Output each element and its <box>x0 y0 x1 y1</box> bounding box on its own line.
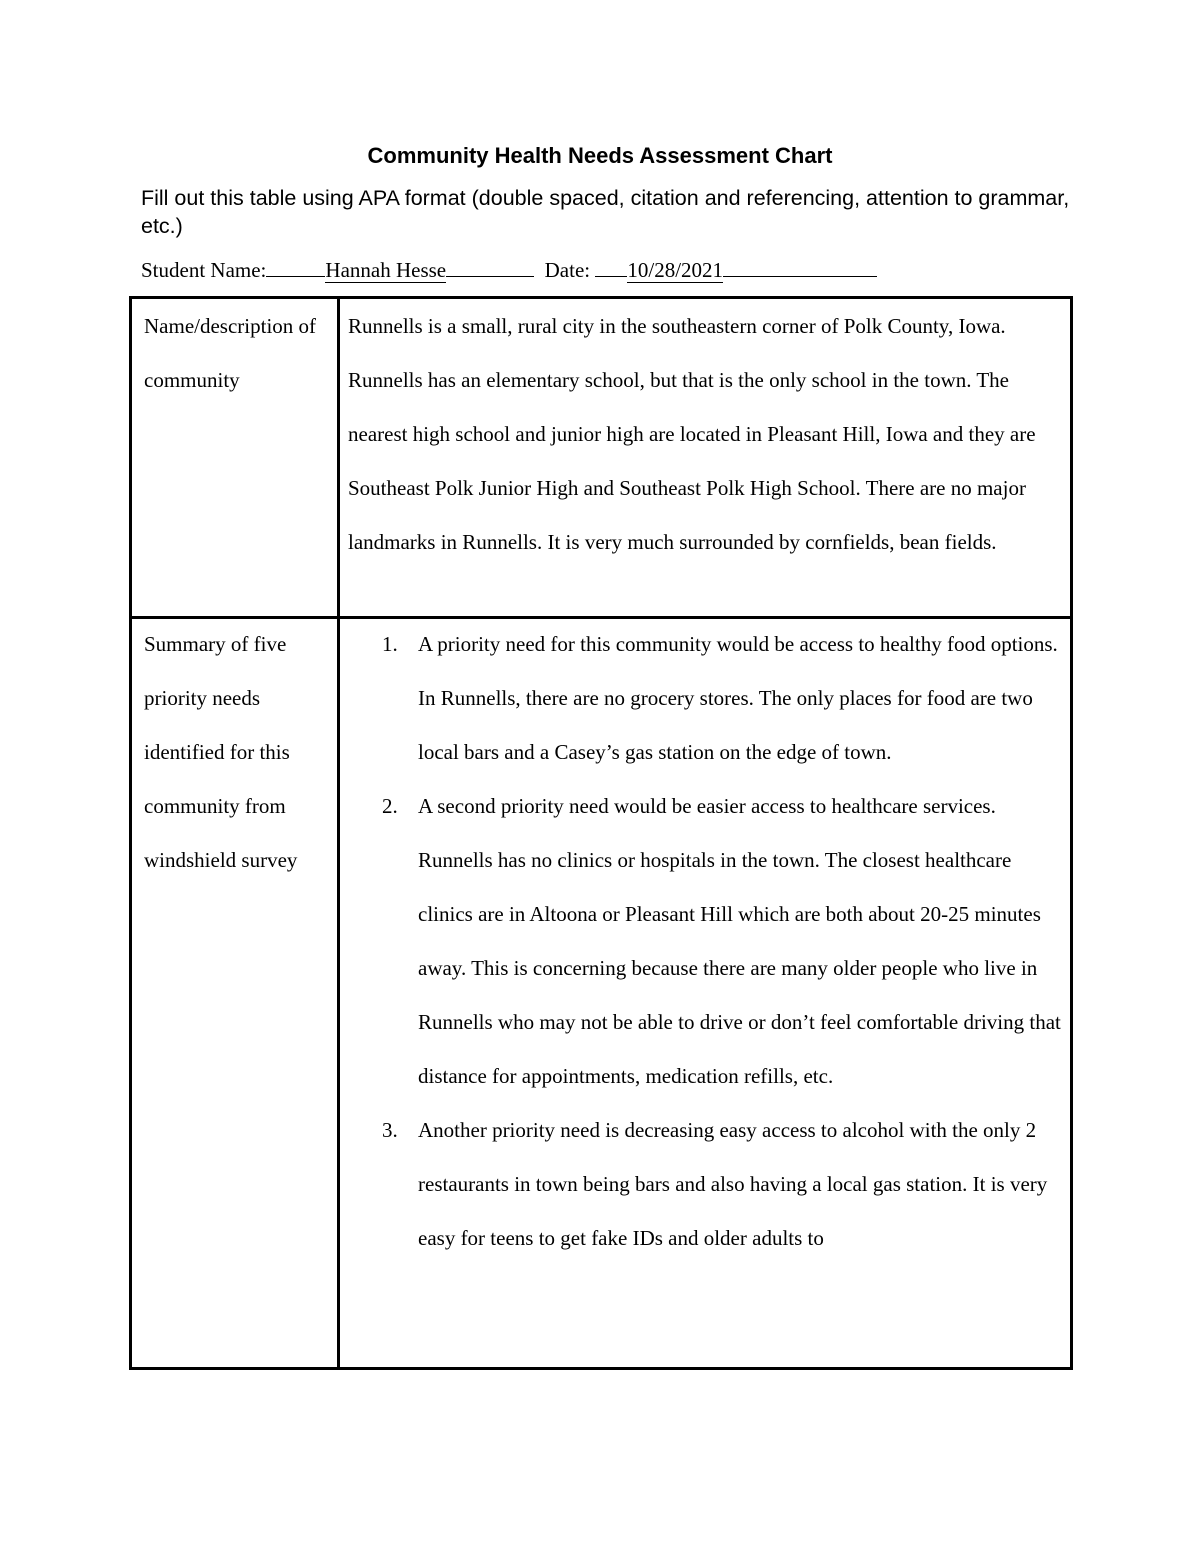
list-item-text: Another priority need is decreasing easy access to alcohol with the only 2 restaurants in town being bars and also having a local gas station. It is very easy for teens to get fake IDs and older adults to <box>418 1118 1048 1250</box>
list-item[interactable] <box>348 779 1066 1103</box>
list-item[interactable] <box>348 617 1066 779</box>
community-description-text[interactable]: Runnells is a small, rural city in the southeastern corner of Polk County, Iowa. Runnells has an elementary school, but that is the only school in the town. The nearest high school and junior high are located in Pleasant Hill, Iowa and they are Southeast Polk Junior High and Southeast Polk High School. There are no major landmarks in Runnells. It is very much surrounded by cornfields, bean fields. <box>348 314 1036 554</box>
date-label: Date: <box>544 258 591 282</box>
student-info-line <box>141 254 877 284</box>
list-item-number: 2. <box>382 794 398 818</box>
date-value[interactable]: 10/28/2021 <box>627 258 724 282</box>
page-title: Community Health Needs Assessment Chart <box>367 143 833 168</box>
priority-needs-list <box>348 617 1066 1265</box>
student-name-value[interactable]: Hannah Hesse <box>325 258 447 282</box>
instructions-text: Fill out this table using APA format (double spaced, citation and referencing, attention to grammar, etc.) <box>141 186 1070 238</box>
row-label-community-description: Name/description of community <box>144 314 317 392</box>
blank-underline <box>446 254 534 277</box>
column-divider <box>337 299 340 1367</box>
student-name-label: Student Name: <box>141 258 267 282</box>
list-item-number: 1. <box>382 632 398 656</box>
list-item-text: A priority need for this community would be access to healthy food options. In Runnells, there are no grocery stores. The only places for food are two local bars and a Casey’s gas station on the edge of town. <box>418 632 1058 764</box>
list-item-number: 3. <box>382 1118 398 1142</box>
list-item[interactable] <box>348 1103 1066 1265</box>
blank-underline <box>723 254 877 277</box>
blank-underline <box>595 254 627 277</box>
list-item-text: A second priority need would be easier access to healthcare services. Runnells has no clinics or hospitals in the town. The closest healthcare clinics are in Altoona or Pleasant Hill which are both about 20-25 minutes away. This is concerning because there are many older people who live in Runnells who may not be able to drive or don’t feel comfortable driving that distance for appointments, medication refills, etc. <box>418 794 1061 1088</box>
blank-underline <box>266 254 325 277</box>
assessment-table <box>129 296 1073 1370</box>
row-label-priority-needs: Summary of five priority needs identified for this community from windshield survey <box>144 632 298 872</box>
